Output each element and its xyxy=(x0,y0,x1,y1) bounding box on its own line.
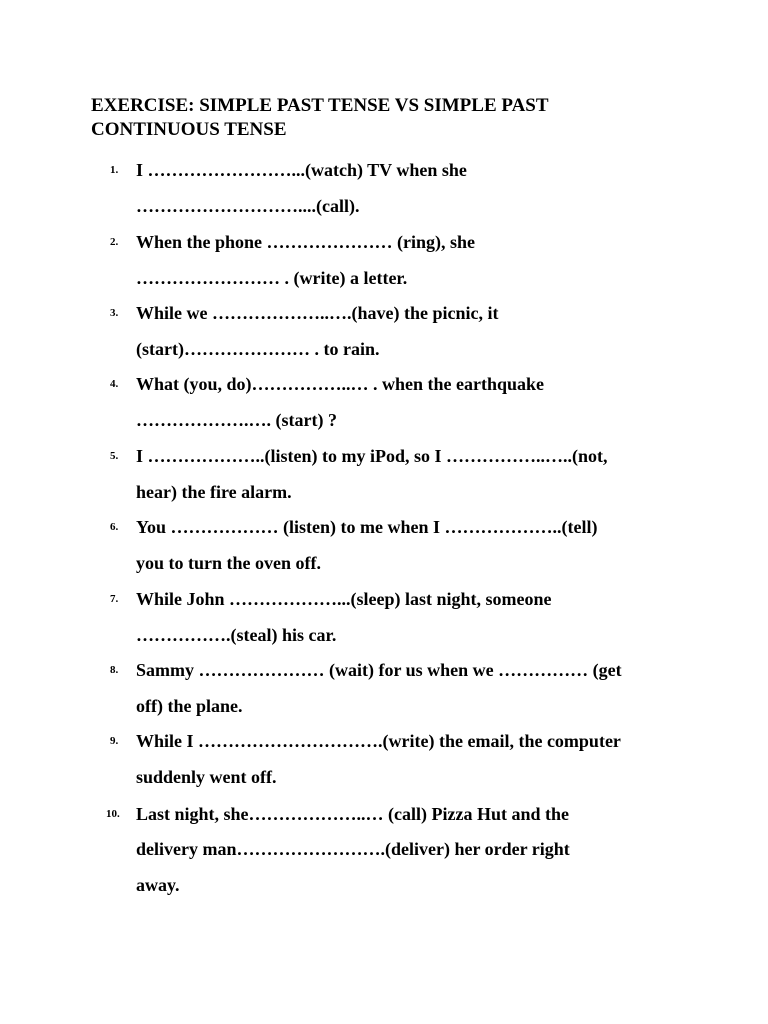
item-line: hear) the fire alarm. xyxy=(136,482,292,502)
item-number: 2. xyxy=(110,236,119,248)
item-number: 7. xyxy=(110,593,119,605)
item-line: I ………………..(listen) to my iPod, so I ……………..…..(not, xyxy=(136,446,608,466)
item-number: 3. xyxy=(110,307,119,319)
item-line: delivery man…………………….(deliver) her order right xyxy=(136,839,570,859)
item-line: ……………….…. (start) ? xyxy=(136,410,337,430)
item-line: ………………………....(call). xyxy=(136,196,360,216)
item-line: …………………… . (write) a letter. xyxy=(136,268,408,288)
item-line: What (you, do)……………..… . when the earthquake xyxy=(136,374,545,394)
item-line: You ……………… (listen) to me when I ………………..(tell) xyxy=(136,517,598,537)
item-line: Last night, she………………..… (call) Pizza Hut and the xyxy=(136,804,570,824)
title-line-1: EXERCISE: SIMPLE PAST TENSE VS SIMPLE PAST xyxy=(91,95,549,116)
item-line: suddenly went off. xyxy=(136,767,277,787)
item-number: 4. xyxy=(110,378,119,390)
item-line: (start)………………… . to rain. xyxy=(136,339,380,359)
item-line: I ……………………...(watch) TV when she xyxy=(136,160,467,180)
item-line: off) the plane. xyxy=(136,696,243,716)
item-number: 10. xyxy=(106,808,120,820)
item-line: Sammy ………………… (wait) for us when we …………… (get xyxy=(136,660,622,680)
item-number: 9. xyxy=(110,735,119,747)
item-number: 5. xyxy=(110,450,119,462)
item-number: 1. xyxy=(110,164,119,176)
item-line: While we ………………..….(have) the picnic, it xyxy=(136,303,499,323)
item-line: away. xyxy=(136,875,180,895)
item-number: 6. xyxy=(110,521,119,533)
item-number: 8. xyxy=(110,664,119,676)
item-line: you to turn the oven off. xyxy=(136,553,321,573)
item-line: When the phone ………………… (ring), she xyxy=(136,232,476,252)
item-line: …………….(steal) his car. xyxy=(136,625,337,645)
title-line-2: CONTINUOUS TENSE xyxy=(91,119,287,140)
item-line: While John ………………...(sleep) last night, someone xyxy=(136,589,552,609)
item-line: While I ………………………….(write) the email, the computer xyxy=(136,731,621,751)
exercise-title xyxy=(91,94,711,142)
